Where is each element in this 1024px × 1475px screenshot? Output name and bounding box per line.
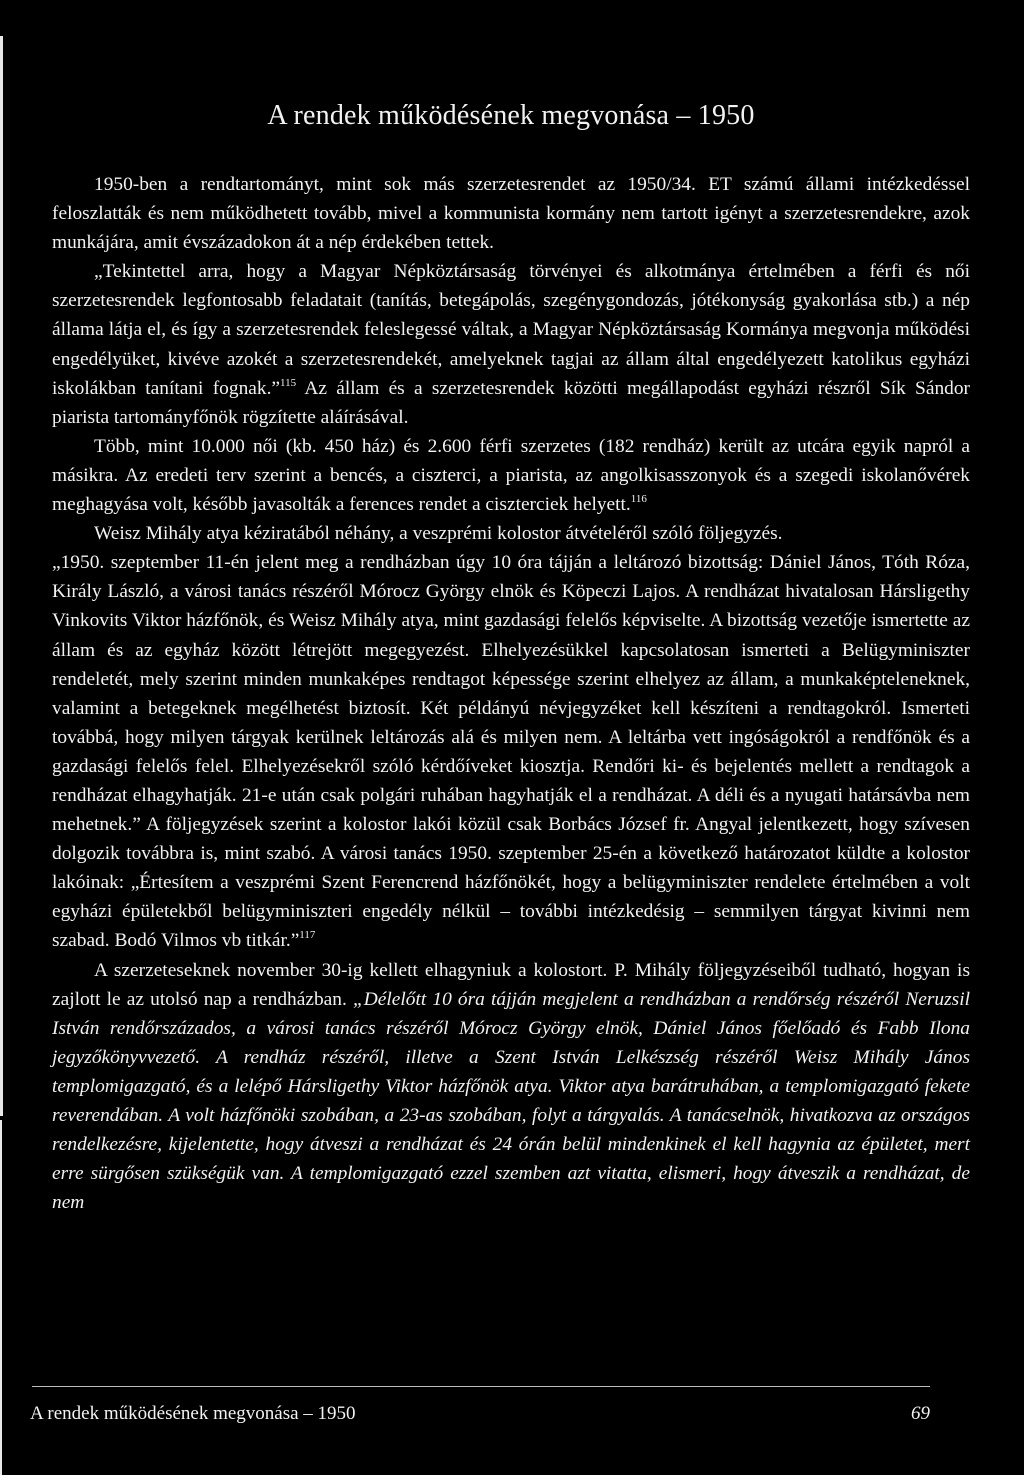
footnote-ref-117: 117	[299, 929, 316, 942]
footnote-ref-115: 115	[280, 376, 297, 389]
manuscript-quote-text: „1950. szeptember 11-én jelent meg a rendházban úgy 10 óra tájján a leltározó bizottság: Dániel János, Tóth Róza, Király László, a városi tanács részéről Mórocz György elnök és Köpeczi Lajos. A rendházat hivatalosan Hársligethy Vinkovits Viktor házfőnök, és Weisz Mihály atya, mint gazdasági felelős képviselte. A bizottság vezetője ismertette az állam és az egyház között létrejött megegyezést. Elhelyezésükkel kapcsolatosan ismerteti a Belügyminiszter rendeletét, mely szerint minden munkaképes rendtagot képessége szerint elhelyez az állam, a munkaképteleneknek, valamint a betegeknek megélhetést biztosít. Két példányú névjegyzéket kell készíteni a rendtagokról. Ismerteti továbbá, hogy milyen tárgyak kerülnek leltározás alá és milyen nem. A leltárba vett ingóságokról a rendfőnök és a gazdasági felelős felel. Elhelyezésekről szóló kérdőíveket kiosztja. Rendőri ki- és bejelentés mellett a rendtagok a rendházat elhagyhatják. 21-e után csak polgári ruhában hagyhatják el a rendházat. A déli és a nyugati határsávba nem mehetnek.” A följegyzések szerint a kolostor lakói közül csak Borbács József fr. Angyal jelentkezett, hogy szívesen dolgozik továbbra is, mint szabó. A városi tanács 1950. szeptember 25-én a következő határozatot küldte a kolostor lakóinak: „Értesítem a veszprémi Szent Ferencrend házfőnökét, hogy a belügyminiszter rendelete értelmében a volt egyházi épületekből belügyminiszteri engedély nélkül – további intézkedésig – semmilyen tárgyat kivinni nem szabad. Bodó Vilmos vb titkár.”	[52, 552, 970, 952]
chapter-heading: A rendek működésének megvonása – 1950	[267, 100, 755, 131]
paragraph-manuscript-intro: Weisz Mihály atya kéziratából néhány, a veszprémi kolostor átvételéről szóló följegyzés.	[94, 523, 783, 545]
decree-continuation: Az állam és a szerzetesrendek közötti megállapodást egyházi részről Sík Sándor piarista tartományfőnök rögzítette aláírásával.	[52, 377, 970, 428]
paragraph-last-day	[52, 956, 970, 1218]
decree-quote-text: „Tekintettel arra, hogy a Magyar Népköztársaság törvényei és alkotmánya értelmében a férfi és női szerzetesrendek legfontosabb feladatait (tanítás, betegápolás, szegénygondozás, jótékonyság gyakorlása stb.) a nép állama látja el, és így a szerzetesrendek feleslegessé váltak, a Magyar Népköztársaság Kormánya megvonja működési engedélyüket, kivéve azokét a szerzetesrendekét, amelyeknek tagjai az állam által engedélyezett katolikus egyházi iskolákban tanítani fognak.”	[52, 261, 970, 399]
paragraph-manuscript-quote	[52, 548, 970, 955]
statistics-text: Több, mint 10.000 női (kb. 450 ház) és 2.600 férfi szerzetes (182 rendház) került az utcára egyik napról a másikra. Az eredeti terv szerint a bencés, a ciszterci, a piarista, az angolkisasszonyok és a szegedi iskolanővérek meghagyása volt, később javasolták a ferences rendet a ciszterciek helyett.	[52, 435, 970, 516]
paragraph-statistics	[52, 432, 970, 519]
paragraph-decree-quote	[52, 257, 970, 432]
running-title: A rendek működésének megvonása – 1950	[30, 1403, 356, 1424]
scan-edge-top	[0, 36, 3, 1116]
footnote-ref-116: 116	[630, 493, 647, 506]
page-number: 69	[911, 1403, 930, 1424]
footer-rule	[32, 1386, 930, 1387]
scan-edge-bottom	[0, 1120, 2, 1475]
body-text	[52, 170, 970, 1217]
last-day-intro: A szerzeteseknek november 30-ig kellett elhagyniuk a kolostort. P. Mihály följegyzéseiből tudható, hogyan is zajlott le az utolsó nap a rendházban.	[52, 959, 970, 1010]
page-footer	[30, 1403, 930, 1425]
last-day-italic-quote: „Délelőtt 10 óra tájján megjelent a rendházban a rendőrség részéről Neruzsil István rendőrszázados, a városi tanács részéről Mórocz György elnök, Dániel János főelőadó és Fabb Ilona jegyzőkönyvvezető. A rendház részéről, illetve a Szent István Lelkészség részéről Weisz Mihály János templomigazgató, és a lelépő Hársligethy Viktor házfőnök atya. Viktor atya barátruhában, a templomigazgató fekete reverendában. A volt házfőnöki szobában, a 23-as szobában, folyt a tárgyalás. A tanácselnök, hivatkozva az országos rendelkezésre, kijelentette, hogy átveszi a rendházat és 24 órán belül mindenkinek el kell hagynia az épületet, mert erre sürgősen szükségük van. A templomigazgató ezzel szemben azt vitatta, elismeri, hogy átveszik a rendházat, de nem	[52, 988, 970, 1214]
paragraph-intro: 1950-ben a rendtartományt, mint sok más szerzetesrendet az 1950/34. ET számú állami intézkedéssel feloszlatták és nem működhetett tovább, mivel a kommunista kormány nem tartott igényt a szerzetesrendekre, azok munkájára, amit évszázadokon át a nép érdekében tettek.	[52, 174, 970, 254]
